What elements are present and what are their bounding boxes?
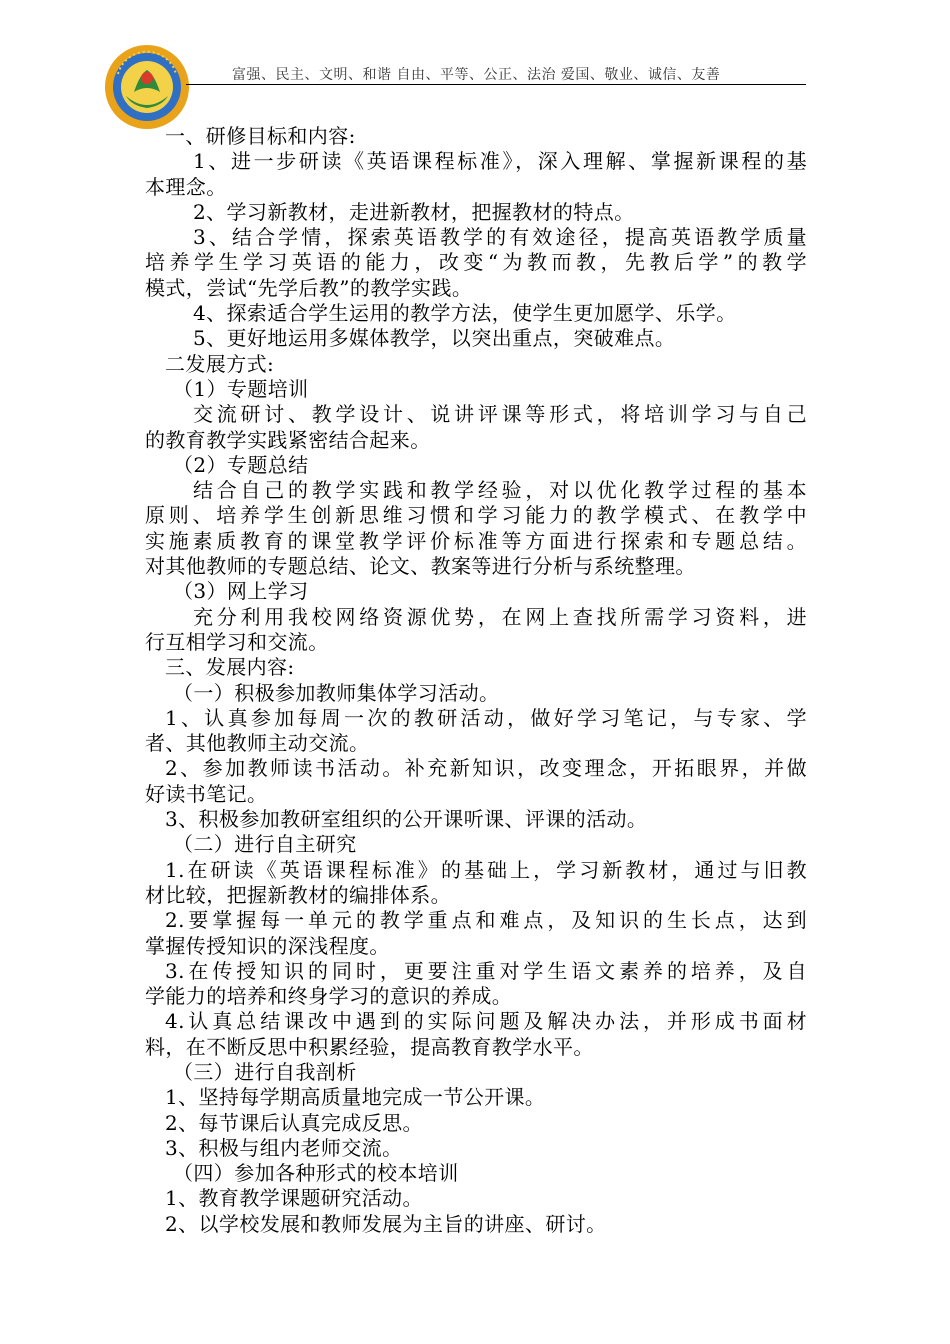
paragraph-line: 实施素质教育的课堂教学评价标准等方面进行探索和专题总结。	[145, 528, 807, 553]
school-emblem-icon	[104, 44, 190, 130]
paragraph-line: 1.在研读《英语课程标准》的基础上，学习新教材，通过与旧教	[165, 857, 807, 882]
subsection-heading: （1）专题培训	[173, 376, 309, 401]
paragraph-line: 2、参加教师读书活动。补充新知识，改变理念，开拓眼界，并做	[165, 756, 807, 781]
paragraph-line: 1、教育教学课题研究活动。	[165, 1186, 423, 1211]
header-divider	[186, 84, 806, 85]
section-heading: 二发展方式:	[165, 351, 275, 376]
paragraph-line: 5、更好地运用多媒体教学，以突出重点，突破难点。	[193, 326, 676, 351]
paragraph-line: 掌握传授知识的深浅程度。	[145, 933, 390, 958]
paragraph-line: 2、学习新教材，走进新教材，把握教材的特点。	[193, 199, 635, 224]
paragraph-line: 3、结合学情，探索英语教学的有效途径，提高英语教学质量	[193, 225, 807, 250]
paragraph-line: 1、进一步研读《英语课程标准》，深入理解、掌握新课程的基	[193, 149, 807, 174]
paragraph-line: 的教育教学实践紧密结合起来。	[145, 427, 431, 452]
paragraph-line: 1、坚持每学期高质量地完成一节公开课。	[165, 1085, 546, 1110]
paragraph-line: 培养学生学习英语的能力，改变“为教而教，先教后学”的教学	[145, 250, 807, 275]
paragraph-line: 充分利用我校网络资源优势，在网上查找所需学习资料，进	[193, 604, 807, 629]
paragraph-line: 4.认真总结课改中遇到的实际问题及解决办法，并形成书面材	[165, 1009, 807, 1034]
paragraph-line: 2、每节课后认真完成反思。	[165, 1110, 423, 1135]
subsection-heading: （三）进行自我剖析	[173, 1059, 357, 1084]
subsection-heading: （2）专题总结	[173, 452, 309, 477]
paragraph-line: 本理念。	[145, 174, 227, 199]
section-heading: 三、发展内容:	[165, 655, 295, 680]
paragraph-line: 4、探索适合学生运用的教学方法，使学生更加愿学、乐学。	[193, 301, 737, 326]
paragraph-line: 者、其他教师主动交流。	[145, 731, 370, 756]
document-body	[145, 124, 807, 1237]
paragraph-line: 2.要掌握每一单元的教学重点和难点，及知识的生长点，达到	[165, 908, 807, 933]
paragraph-line: 原则、培养学生创新思维习惯和学习能力的教学模式、在教学中	[145, 503, 807, 528]
paragraph-line: 材比较，把握新教材的编排体系。	[145, 882, 451, 907]
paragraph-line: 3、积极与组内老师交流。	[165, 1135, 403, 1160]
header-motto: 富强、民主、文明、和谐 自由、平等、公正、法治 爱国、敬业、诚信、友善	[232, 67, 721, 83]
subsection-heading: （四）参加各种形式的校本培训	[173, 1161, 459, 1186]
paragraph-line: 3.在传授知识的同时，更要注重对学生语文素养的培养，及自	[165, 958, 807, 983]
paragraph-line: 结合自己的教学实践和教学经验，对以优化教学过程的基本	[193, 478, 807, 503]
paragraph-line: 模式，尝试“先学后教”的教学实践。	[145, 275, 473, 300]
paragraph-line: 学能力的培养和终身学习的意识的养成。	[145, 984, 513, 1009]
subsection-heading: （一）积极参加教师集体学习活动。	[173, 680, 500, 705]
subsection-heading: （3）网上学习	[173, 579, 309, 604]
paragraph-line: 交流研讨、教学设计、说讲评课等形式，将培训学习与自己	[193, 402, 807, 427]
paragraph-line: 对其他教师的专题总结、论文、教案等进行分析与系统整理。	[145, 554, 696, 579]
paragraph-line: 料，在不断反思中积累经验，提高教育教学水平。	[145, 1034, 594, 1059]
section-heading: 一、研修目标和内容:	[165, 124, 356, 148]
subsection-heading: （二）进行自主研究	[173, 832, 357, 857]
paragraph-line: 3、积极参加教研室组织的公开课听课、评课的活动。	[165, 807, 648, 832]
paragraph-line: 1、认真参加每周一次的教研活动，做好学习笔记，与专家、学	[165, 705, 807, 730]
paragraph-line: 2、以学校发展和教师发展为主旨的讲座、研讨。	[165, 1211, 607, 1236]
paragraph-line: 好读书笔记。	[145, 781, 268, 806]
paragraph-line: 行互相学习和交流。	[145, 629, 329, 654]
